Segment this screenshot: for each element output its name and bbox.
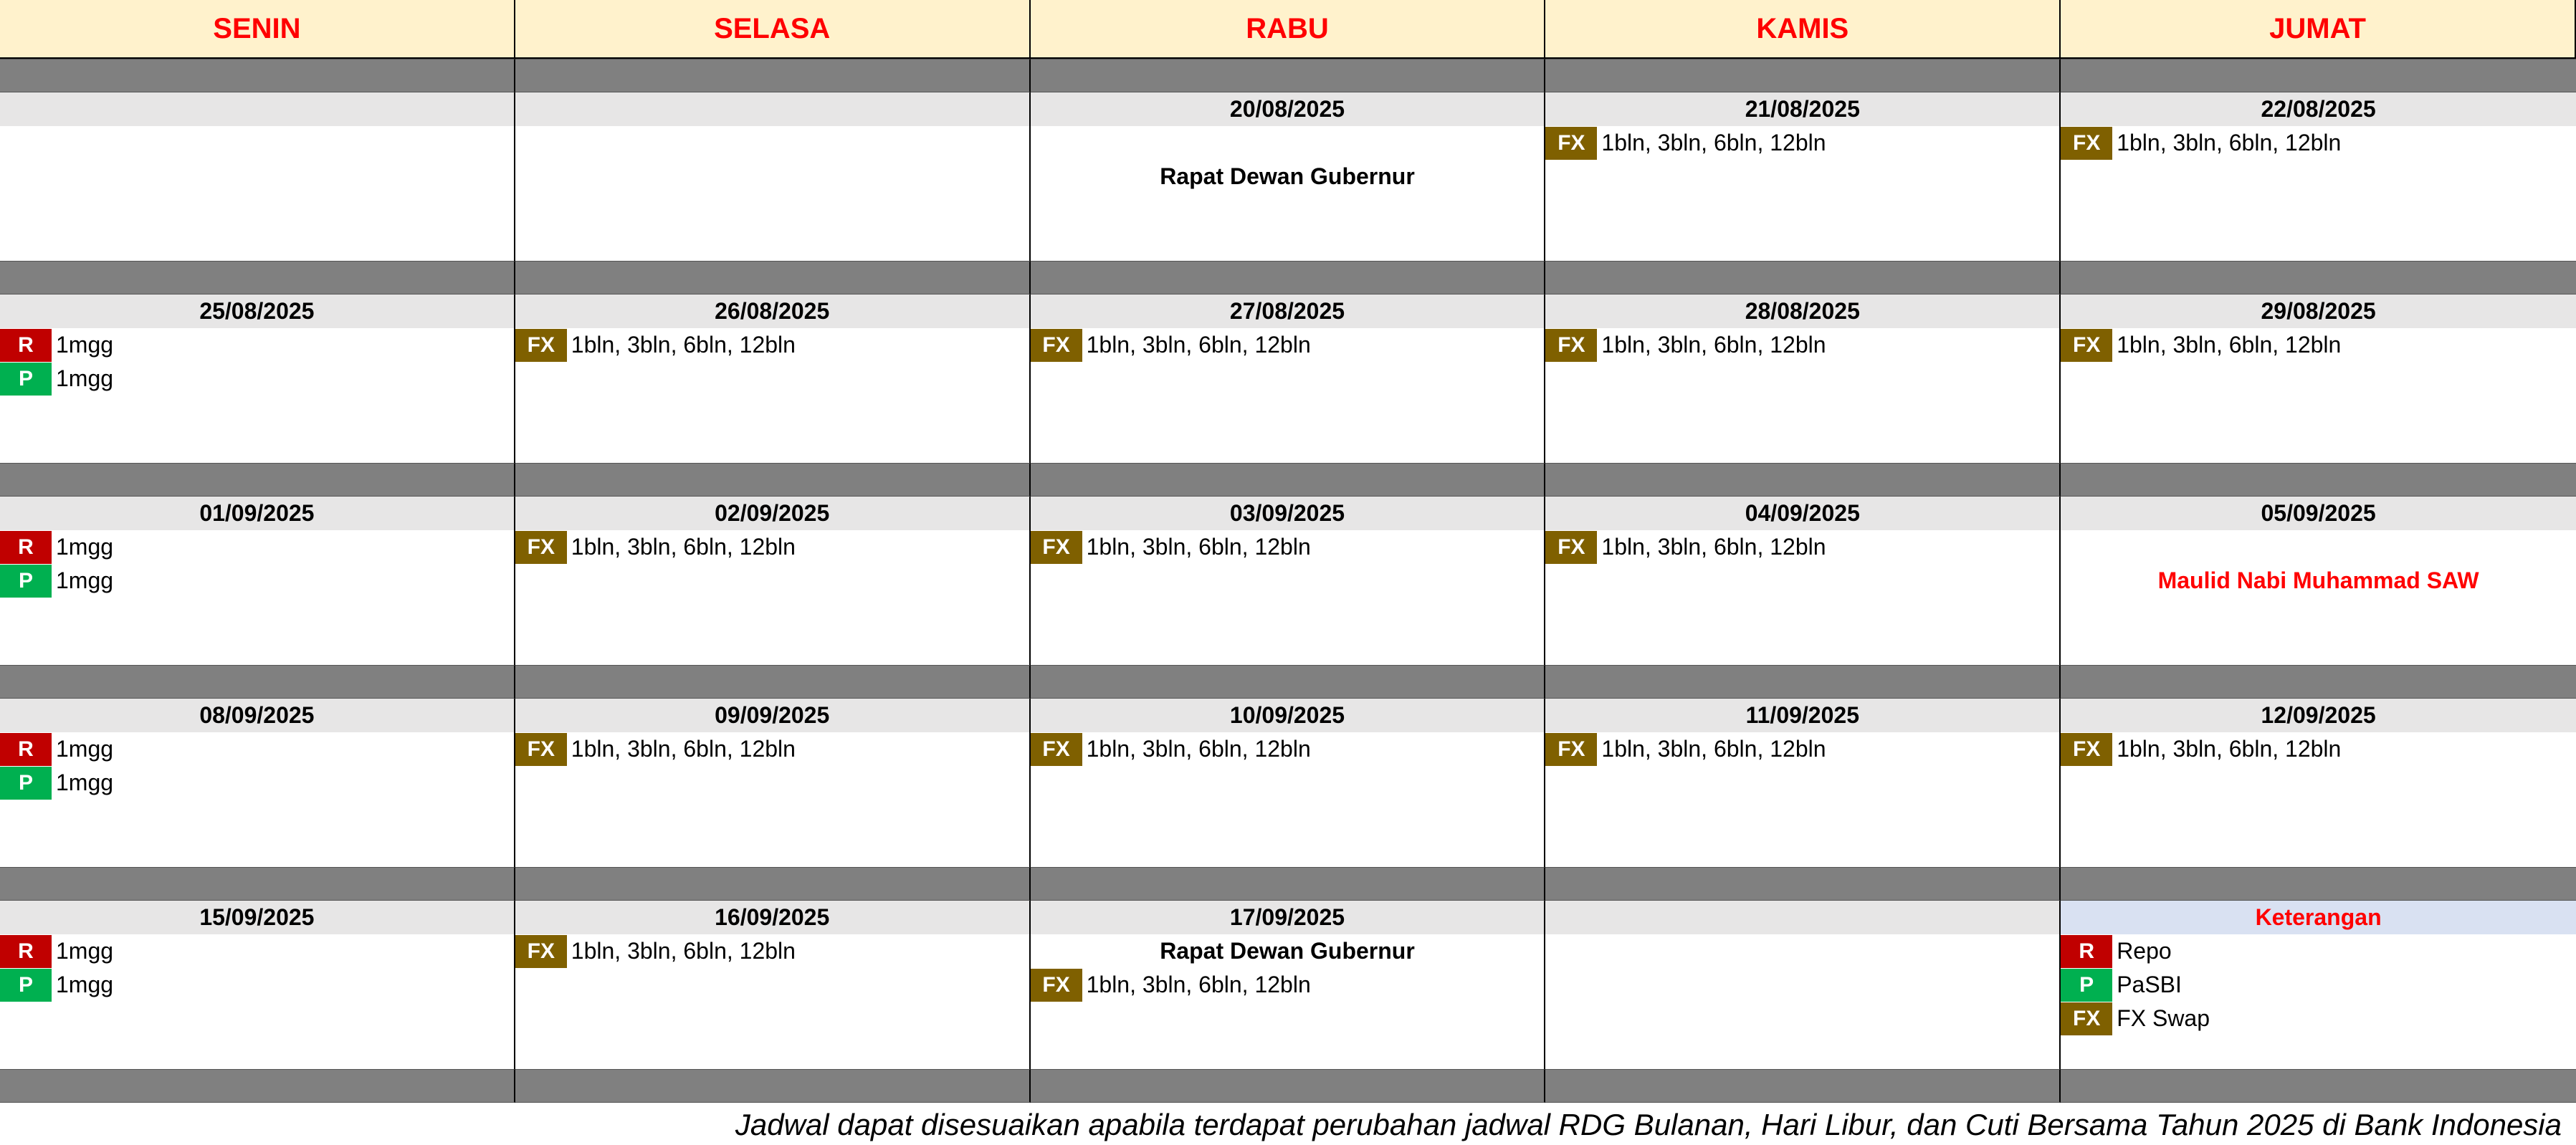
- day-cell: [2061, 732, 2576, 867]
- item-text: 1mgg: [56, 972, 114, 997]
- date-label: 09/09/2025: [515, 699, 1031, 732]
- badge-p: P: [2061, 969, 2112, 1002]
- item-text: 1mgg: [56, 770, 114, 795]
- day-header-kamis: KAMIS: [1545, 0, 2061, 59]
- week-separator: [1031, 867, 1546, 901]
- week-separator: [1031, 59, 1546, 92]
- week-separator: [0, 463, 515, 497]
- day-cell: [1031, 530, 1546, 665]
- badge-p: P: [0, 969, 52, 1002]
- date-label: 22/08/2025: [2061, 92, 2576, 126]
- item-text: 1bln, 3bln, 6bln, 12bln: [1086, 736, 1311, 762]
- item-text: 1bln, 3bln, 6bln, 12bln: [2117, 332, 2342, 358]
- badge-fx: FX: [515, 329, 567, 362]
- badge-fx: FX: [1545, 127, 1597, 160]
- schedule-item: [515, 732, 1029, 766]
- schedule-item: [1545, 328, 2059, 362]
- week-separator: [1031, 665, 1546, 699]
- badge-fx: FX: [1031, 733, 1082, 766]
- day-cell: [0, 934, 515, 1069]
- date-label: 27/08/2025: [1031, 294, 1546, 328]
- week-separator: [1545, 1069, 2061, 1103]
- badge-fx: FX: [1031, 969, 1082, 1002]
- week-separator: [515, 59, 1031, 92]
- event-rapat-dewan-gubernur: Rapat Dewan Gubernur: [1160, 938, 1415, 964]
- item-text: 1bln, 3bln, 6bln, 12bln: [571, 736, 796, 762]
- schedule-item: [1545, 126, 2059, 160]
- day-cell: [2061, 328, 2576, 463]
- legend-box: [2061, 934, 2576, 1069]
- date-label: 21/08/2025: [1545, 92, 2061, 126]
- date-label: 25/08/2025: [0, 294, 515, 328]
- week-separator: [515, 261, 1031, 294]
- date-label: 05/09/2025: [2061, 497, 2576, 530]
- badge-r: R: [0, 733, 52, 766]
- week-separator: [1545, 261, 2061, 294]
- badge-p: P: [0, 565, 52, 598]
- date-label: 12/09/2025: [2061, 699, 2576, 732]
- item-text: 1bln, 3bln, 6bln, 12bln: [1086, 332, 1311, 358]
- schedule-item: [515, 530, 1029, 564]
- date-label: [515, 92, 1031, 126]
- item-text: 1bln, 3bln, 6bln, 12bln: [1601, 736, 1826, 762]
- schedule-item: [0, 934, 514, 968]
- week-separator: [0, 261, 515, 294]
- badge-fx: FX: [1545, 733, 1597, 766]
- item-text: PaSBI: [2117, 972, 2182, 997]
- date-label: 28/08/2025: [1545, 294, 2061, 328]
- item-text: 1mgg: [56, 365, 114, 391]
- day-cell: [1545, 126, 2061, 261]
- week-separator: [0, 1069, 515, 1103]
- event-rapat-dewan-gubernur: Rapat Dewan Gubernur: [1160, 163, 1415, 189]
- day-cell: [515, 530, 1031, 665]
- badge-fx: FX: [2061, 127, 2112, 160]
- schedule-item: [2061, 126, 2576, 160]
- day-header-selasa: SELASA: [515, 0, 1031, 59]
- item-text: 1bln, 3bln, 6bln, 12bln: [1086, 534, 1311, 560]
- day-cell: [515, 732, 1031, 867]
- date-label: 17/09/2025: [1031, 901, 1546, 934]
- schedule-item: [1031, 968, 1545, 1002]
- day-cell: [2061, 126, 2576, 261]
- schedule-item: [0, 564, 514, 598]
- schedule-item: [0, 362, 514, 396]
- schedule-item: [0, 766, 514, 800]
- day-cell: [515, 126, 1031, 261]
- week-separator: [2061, 867, 2576, 901]
- item-text: 1mgg: [56, 938, 114, 964]
- schedule-item: [0, 328, 514, 362]
- day-header-rabu: RABU: [1031, 0, 1546, 59]
- week-separator: [1545, 867, 2061, 901]
- date-label: 20/08/2025: [1031, 92, 1546, 126]
- day-cell: [515, 934, 1031, 1069]
- schedule-item: [1031, 732, 1545, 766]
- item-text: Repo: [2117, 938, 2172, 964]
- item-text: 1bln, 3bln, 6bln, 12bln: [571, 332, 796, 358]
- badge-fx: FX: [515, 733, 567, 766]
- item-text: 1bln, 3bln, 6bln, 12bln: [1601, 534, 1826, 560]
- date-label: 02/09/2025: [515, 497, 1031, 530]
- schedule-item: [1031, 328, 1545, 362]
- week-separator: [1545, 665, 2061, 699]
- week-separator: [1545, 463, 2061, 497]
- schedule-item: [1545, 732, 2059, 766]
- badge-fx: FX: [2061, 329, 2112, 362]
- schedule-item: [2061, 732, 2576, 766]
- badge-p: P: [0, 363, 52, 396]
- item-text: 1mgg: [56, 567, 114, 593]
- date-label: 08/09/2025: [0, 699, 515, 732]
- item-text: 1mgg: [56, 736, 114, 762]
- week-separator: [0, 867, 515, 901]
- footer-note: Jadwal dapat disesuaikan apabila terdapat perubahan jadwal RDG Bulanan, Hari Libur, dan Cuti Bersama Tahun 2025 di Bank Indonesia: [735, 1108, 2562, 1141]
- week-separator: [515, 463, 1031, 497]
- week-separator: [2061, 463, 2576, 497]
- badge-r: R: [2061, 935, 2112, 968]
- badge-fx: FX: [515, 935, 567, 968]
- week-separator: [0, 665, 515, 699]
- day-header-senin: SENIN: [0, 0, 515, 59]
- legend-title: Keterangan: [2061, 901, 2576, 934]
- legend-item: [2061, 1002, 2576, 1035]
- item-text: 1bln, 3bln, 6bln, 12bln: [2117, 130, 2342, 155]
- schedule-item: [2061, 328, 2576, 362]
- item-text: 1bln, 3bln, 6bln, 12bln: [1086, 972, 1311, 997]
- week-separator: [1545, 59, 2061, 92]
- badge-fx: FX: [1031, 329, 1082, 362]
- badge-p: P: [0, 767, 52, 800]
- spacer: [2061, 530, 2576, 564]
- item-text: 1bln, 3bln, 6bln, 12bln: [571, 534, 796, 560]
- legend-item: [2061, 968, 2576, 1002]
- week-separator: [515, 665, 1031, 699]
- item-text: 1mgg: [56, 332, 114, 358]
- day-cell: [1545, 732, 2061, 867]
- date-label: 03/09/2025: [1031, 497, 1546, 530]
- item-text: 1bln, 3bln, 6bln, 12bln: [571, 938, 796, 964]
- day-cell: [1545, 934, 2061, 1069]
- schedule-item: [515, 934, 1029, 968]
- date-label: 01/09/2025: [0, 497, 515, 530]
- day-cell: [515, 328, 1031, 463]
- week-separator: [0, 59, 515, 92]
- week-separator: [1031, 463, 1546, 497]
- date-label: [0, 92, 515, 126]
- day-cell: [0, 732, 515, 867]
- week-separator: [2061, 261, 2576, 294]
- date-label: 10/09/2025: [1031, 699, 1546, 732]
- holiday-label: Maulid Nabi Muhammad SAW: [2157, 567, 2479, 593]
- badge-fx: FX: [1545, 531, 1597, 564]
- date-label: 15/09/2025: [0, 901, 515, 934]
- item-text: 1bln, 3bln, 6bln, 12bln: [1601, 332, 1826, 358]
- date-label: [1545, 901, 2061, 934]
- badge-r: R: [0, 329, 52, 362]
- badge-fx: FX: [1031, 531, 1082, 564]
- week-separator: [2061, 59, 2576, 92]
- week-separator: [515, 1069, 1031, 1103]
- day-cell: [0, 530, 515, 665]
- day-cell: [1031, 732, 1546, 867]
- day-header-jumat: JUMAT: [2061, 0, 2576, 59]
- schedule-item: [0, 732, 514, 766]
- day-cell: [0, 126, 515, 261]
- day-cell: [1545, 328, 2061, 463]
- week-separator: [1031, 1069, 1546, 1103]
- item-text: 1mgg: [56, 534, 114, 560]
- week-separator: [515, 867, 1031, 901]
- badge-r: R: [0, 935, 52, 968]
- date-label: 11/09/2025: [1545, 699, 2061, 732]
- date-label: 26/08/2025: [515, 294, 1031, 328]
- day-cell: [2061, 530, 2576, 665]
- badge-fx: FX: [2061, 733, 2112, 766]
- date-label: 04/09/2025: [1545, 497, 2061, 530]
- day-cell: [1545, 530, 2061, 665]
- day-cell: [1031, 328, 1546, 463]
- date-label: 29/08/2025: [2061, 294, 2576, 328]
- day-cell: [1031, 934, 1546, 1069]
- schedule-item: [1545, 530, 2059, 564]
- week-separator: [2061, 665, 2576, 699]
- item-text: FX Swap: [2117, 1005, 2210, 1031]
- day-cell: [0, 328, 515, 463]
- badge-r: R: [0, 531, 52, 564]
- legend-item: [2061, 934, 2576, 968]
- item-text: 1bln, 3bln, 6bln, 12bln: [2117, 736, 2342, 762]
- week-separator: [2061, 1069, 2576, 1103]
- spacer: [1031, 126, 1545, 160]
- schedule-item: [0, 968, 514, 1002]
- badge-fx: FX: [515, 531, 567, 564]
- badge-fx: FX: [1545, 329, 1597, 362]
- date-label: 16/09/2025: [515, 901, 1031, 934]
- badge-fx: FX: [2061, 1002, 2112, 1035]
- item-text: 1bln, 3bln, 6bln, 12bln: [1601, 130, 1826, 155]
- week-separator: [1031, 261, 1546, 294]
- schedule-item: [515, 328, 1029, 362]
- day-cell: [1031, 126, 1546, 261]
- schedule-item: [0, 530, 514, 564]
- schedule-item: [1031, 530, 1545, 564]
